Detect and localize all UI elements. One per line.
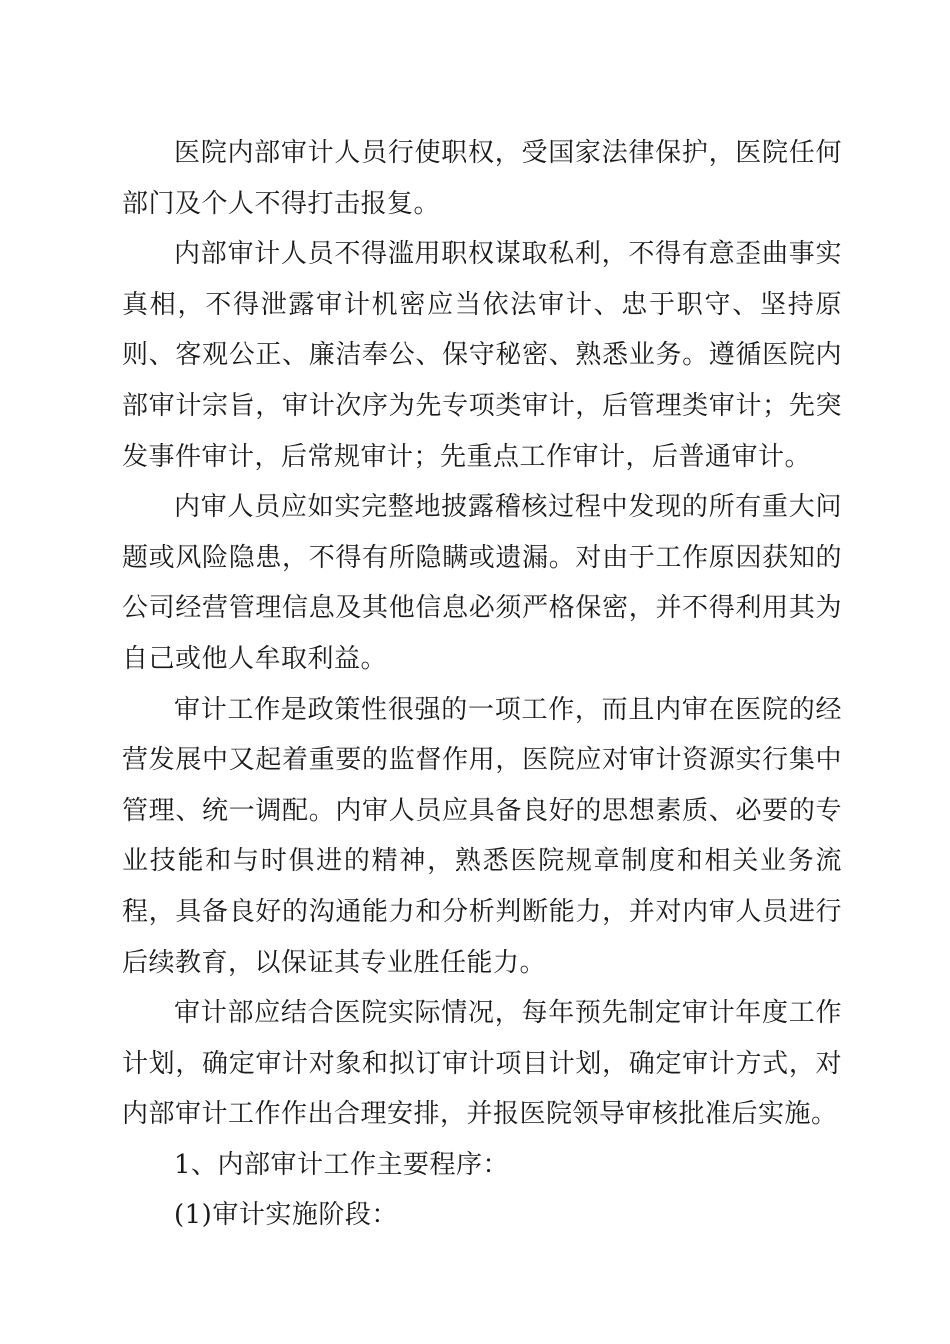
paragraph-audit-resources: 审计工作是政策性很强的一项工作，而且内审在医院的经营发展中又起着重要的监督作用，医院应对审计资源实行集中管理、统一调配。内审人员应具备良好的思想素质、必要的专业技能和与时俱进的精神，熟悉医院规章制度和相关业务流程，具备良好的沟通能力和分析判断能力，并对内审人员进行后续教育，以保证其专业胜任能力。	[122, 694, 842, 978]
document-body	[122, 128, 842, 1241]
subsection-heading-implementation: (1)审计实施阶段：	[174, 1200, 398, 1231]
paragraph-annual-plan: 审计部应结合医院实际情况，每年预先制定审计年度工作计划，确定审计对象和拟订审计项目计划，确定审计方式，对内部审计工作作出合理安排，并报医院领导审核批准后实施。	[122, 998, 842, 1130]
paragraph-auditor-conduct: 内部审计人员不得滥用职权谋取私利，不得有意歪曲事实真相，不得泄露审计机密应当依法审计、忠于职守、坚持原则、客观公正、廉洁奉公、保守秘密、熟悉业务。遵循医院内部审计宗旨，审计次序为先专项类审计，后管理类审计；先突发事件审计，后常规审计；先重点工作审计，后普通审计。	[122, 239, 842, 472]
section-heading-procedures: 1、内部审计工作主要程序：	[174, 1149, 510, 1180]
paragraph-disclosure: 内审人员应如实完整地披露稽核过程中发现的所有重大问题或风险隐患，不得有所隐瞒或遗漏。对由于工作原因获知的公司经营管理信息及其他信息必须严格保密，并不得利用其为自己或他人牟取利益。	[122, 492, 842, 674]
paragraph-legal-protection: 医院内部审计人员行使职权，受国家法律保护，医院任何部门及个人不得打击报复。	[122, 138, 842, 219]
